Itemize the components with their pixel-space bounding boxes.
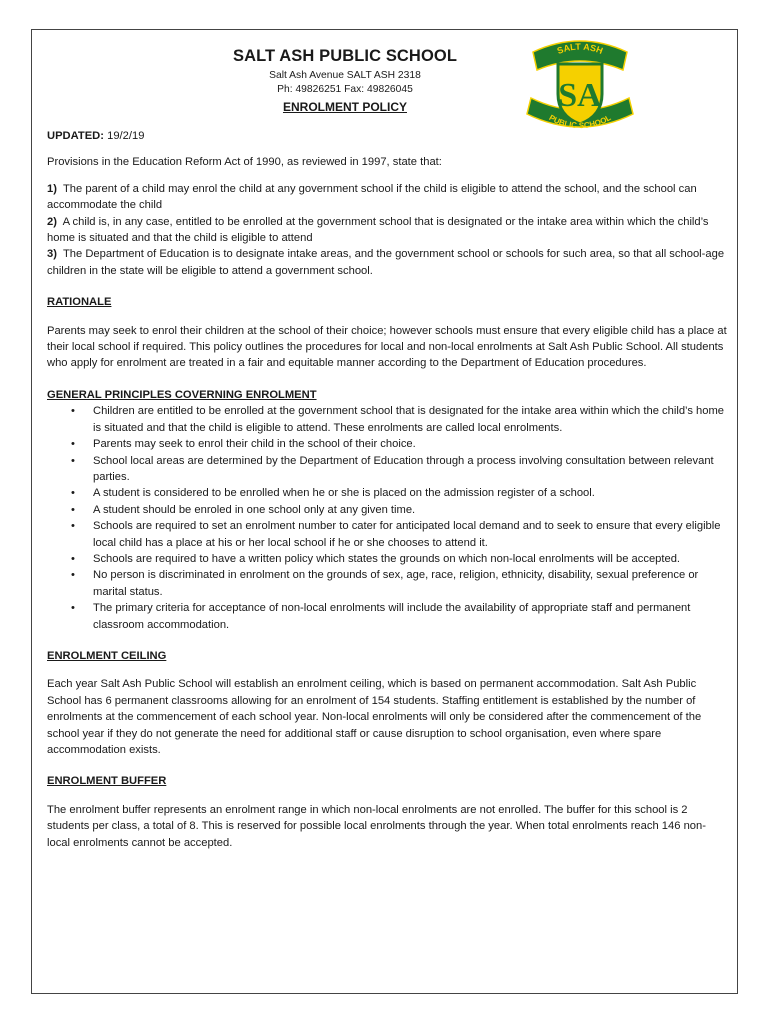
buffer-heading: ENROLMENT BUFFER <box>47 775 167 788</box>
list-item <box>47 485 727 501</box>
list-item-text: Children are entitled to be enrolled at the government school that is designated for the intake area within which the child’s home is situated and that the child is eligible to attend. These enrolments are called local enrolments. <box>93 405 725 434</box>
bullet-icon: • <box>71 438 75 451</box>
provision-item <box>47 181 727 214</box>
provision-text: A child is, in any case, entitled to be enrolled at the government school that is designated or the intake area within which the child’s home is situated and that the child is eligible to attend <box>47 215 709 245</box>
logo-bottom-text: PUBLIC SCHOOL <box>547 113 613 131</box>
list-item-text: A student is considered to be enrolled when he or she is placed on the admission register of a school. <box>93 487 595 500</box>
principles-heading: GENERAL PRINCIPLES COVERNING ENROLMENT <box>47 388 317 401</box>
provision-item <box>47 246 727 279</box>
list-item-text: No person is discriminated in enrolment on the grounds of sex, age, race, religion, ethnicity, disability, sexual preference or marital status. <box>93 569 699 598</box>
letterhead <box>47 41 727 131</box>
list-item <box>47 436 727 452</box>
policy-title: ENROLMENT POLICY <box>282 100 407 114</box>
buffer-text: The enrolment buffer represents an enrolment range in which non-local enrolments are not enrolled. The buffer for this school is 2 students per class, a total of 8. This is reserved for possible local enrolments through the year. When total enrolments reach 146 non-local enrolments cannot be accepted. <box>47 803 706 849</box>
provision-number: 1) <box>47 182 57 195</box>
bullet-icon: • <box>71 487 75 500</box>
list-item-text: Schools are required to set an enrolment number to cater for anticipated local demand and to seek to ensure that every eligible local child has a place at his or her local school if he or she chooses to attend it. <box>93 520 721 549</box>
school-name: SALT ASH PUBLIC SCHOOL <box>232 47 458 65</box>
list-item <box>47 567 727 600</box>
bullet-icon: • <box>71 569 75 582</box>
list-item <box>47 600 727 633</box>
bullet-icon: • <box>71 405 75 418</box>
provision-number: 3) <box>47 248 57 261</box>
list-item <box>47 518 727 551</box>
list-item-text: Schools are required to have a written policy which states the grounds on which non-local enrolments will be accepted. <box>93 552 681 565</box>
bullet-icon: • <box>71 602 75 615</box>
provision-text: The Department of Education is to designate intake areas, and the government school or schools for such area, so that all school-age children in the state will be eligible to attend a government school. <box>47 248 725 277</box>
bullet-icon: • <box>71 454 75 467</box>
updated-label: UPDATED: <box>47 130 104 142</box>
list-item <box>47 502 727 518</box>
provision-text: The parent of a child may enrol the child at any government school if the child is eligible to attend the school, and the school can accommodate the child <box>47 182 697 212</box>
rationale-heading: RATIONALE <box>47 296 112 309</box>
school-address: Salt Ash Avenue SALT ASH 2318 <box>269 70 421 81</box>
list-item-text: The primary criteria for acceptance of non-local enrolments will include the availability of appropriate staff and permanent classroom accommodation. <box>93 602 691 631</box>
list-item <box>47 551 727 567</box>
logo-monogram: SA <box>558 77 602 114</box>
principles-list <box>47 403 727 633</box>
bullet-icon: • <box>71 503 75 516</box>
bullet-icon: • <box>71 520 75 533</box>
ceiling-text: Each year Salt Ash Public School will establish an enrolment ceiling, which is based on permanent accommodation. Salt Ash Public School has 6 permanent classrooms allowing for an enrolment of 154 students. Staffing entitlement is established by the number of enrolments at the commencement of each school year. Non-local enrolments will only be considered after the commencement of the school year if they do not generate the need for additional staff or cause disruption to school organisation, even where spare accommodation exists. <box>47 678 702 756</box>
updated-date: 19/2/19 <box>107 130 145 142</box>
list-item-text: Parents may seek to enrol their child in the school of their choice. <box>93 438 416 451</box>
rationale-text: Parents may seek to enrol their children at the school of their choice; however schools must ensure that every eligible child has a place at their local school if required. This policy outlines the procedures for local and non-local enrolments at Salt Ash Public School. All students who apply for enrolment are treated in a fair and equitable manner according to the Department of Education procedures. <box>47 324 727 370</box>
list-item <box>47 403 727 436</box>
provision-item <box>47 214 727 247</box>
provisions-list <box>47 181 727 279</box>
list-item-text: School local areas are determined by the Department of Education through a process involving consultation between relevant parties. <box>93 454 714 483</box>
school-contact <box>225 69 465 97</box>
bullet-icon: • <box>71 552 75 565</box>
list-item-text: A student should be enroled in one school only at any given time. <box>93 503 416 516</box>
document-body <box>47 41 727 851</box>
school-logo <box>525 36 635 136</box>
provision-number: 2) <box>47 215 57 228</box>
school-phone-fax: Ph: 49826251 Fax: 49826045 <box>277 84 413 95</box>
logo-top-text: SALT ASH <box>555 41 605 56</box>
ceiling-heading: ENROLMENT CEILING <box>47 649 167 662</box>
intro-text: Provisions in the Education Reform Act of 1990, as reviewed in 1997, state that: <box>47 156 442 169</box>
list-item <box>47 453 727 486</box>
